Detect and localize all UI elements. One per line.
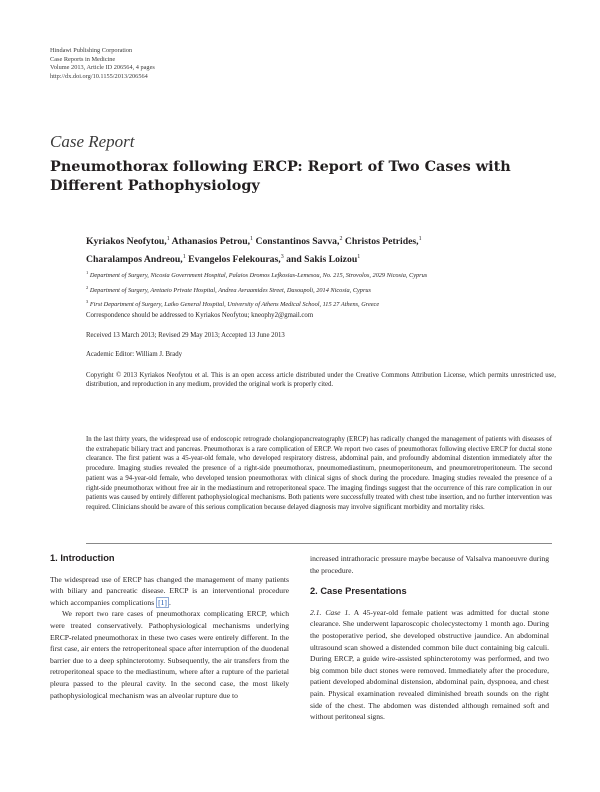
author: Kyriakos Neofytou,$^1$ [86, 236, 170, 248]
affiliation: $^1$ Department of Surgery, Nicosia Government Hospital, Palaios Dromos Lefkosias-Lemesou, No. 215, Strovolos, 2029 Nicosia, Cyprus [86, 270, 428, 280]
right-column [310, 553, 549, 723]
article-type: Case Report [50, 132, 135, 151]
introduction-heading: 1. Introduction [50, 553, 115, 563]
correspondence: Correspondence should be addressed to Kyriakos Neofytou; kneophy2@gmail.com [86, 312, 314, 319]
left-column [50, 553, 289, 701]
author: Charalampos Andreou,$^1$ [86, 253, 186, 265]
citation-link[interactable]: [1] [158, 597, 167, 607]
abstract: In the last thirty years, the widespread use of endoscopic retrograde cholangiopancreatography (ERCP) has radically changed the management of patients with diseases of the extrahepatic biliary tract and pancreas. Pneumothorax is a rare complication of ERCP. We report two cases of pneumothorax following elective ERCP for ductal stone clearance. The first patient was a 45-year-old female, who developed respiratory distress, abdominal pain, and profoundly abdominal distention immediately after the procedure. Imaging studies revealed the presence of a right-side pneumothorax, pneumomediastinum, pneumoperitoneum, and pneumoretroperitoneum. The second patient was a 94-year-old female, who developed tension pneumothorax with clinical signs of shock during the procedure. Imaging studies revealed the presence of a right-side pneumothorax without free air in the mediastinum and retroperitoneal space. The imaging findings suggest that the occurrence of this rare complication in our patients was caused by entirely different pathophysiological mechanisms. Both patients were successfully treated with chest tube insertion, and no further intervention was required. Clinicians should be aware of this serious complication because delayed diagnosis may involve significant morbidity and mortality risks. [86, 436, 552, 511]
author: Athanasios Petrou,$^1$ [171, 236, 254, 248]
doi-link[interactable]: http://dx.doi.org/10.1155/2013/206564 [50, 72, 148, 80]
affiliations [86, 267, 556, 311]
journal-name: Case Reports in Medicine [50, 55, 116, 63]
author: Evangelos Felekouras,$^3$ [188, 253, 284, 265]
article-title: Pneumothorax following ERCP: Report of Two Cases with Different Pathophysiology [50, 158, 511, 194]
academic-editor: Academic Editor: William J. Brady [86, 351, 183, 358]
section-divider [86, 543, 552, 544]
intro-paragraph: We report two rare cases of pneumothorax complicating ERCP, which were treated conservatively. Pathophysiological mechanisms underlying ERCP-related pneumothorax in these two cases were entirely different. In the first case, air enters the retroperitoneal space after interruption of the duodenal barrier due to a deep sphincterotomy. Subsequently, the air transfers from the retroperitoneal space to the mediastinum, where after a rupture of the parietal pleura passed to the pleural cavity. In the second case, the most likely pathophysiological mechanism was an alveolar rupture due to [50, 609, 289, 700]
affiliation: $^3$ First Department of Surgery, Laiko General Hospital, University of Athens Medical School, 115 27 Athens, Greece [86, 299, 380, 309]
case-1-paragraph: 2.1. Case 1. A 45-year-old female patient was admitted for ductal stone clearance. She underwent laparoscopic cholecystectomy 1 month ago. During the postoperative period, she developed obstructive jaundice. An abdominal ultrasound scan showed a distended common bile duct containing big calculi. During ERCP, a guide wire-assisted sphincterotomy was performed, and two big common bile duct stones were removed. Immediately after the procedure, patient developed abdominal distension, abdominal pain, dyspnoea, and chest pain. Physical examination revealed diminished breath sounds on the right side of the chest. The abdomen was distended although remained soft and without peritoneal signs. [310, 607, 549, 722]
author: Christos Petrides,$^1$ [344, 236, 422, 248]
article-dates: Received 13 March 2013; Revised 29 May 2013; Accepted 13 June 2013 [86, 332, 285, 339]
publisher-name: Hindawi Publishing Corporation [50, 47, 133, 54]
case-1-lead: 2.1. Case 1. [310, 607, 351, 617]
author-list [86, 232, 556, 267]
journal-header [50, 47, 155, 81]
volume-info: Volume 2013, Article ID 206564, 4 pages [50, 64, 155, 72]
copyright-notice: Copyright © 2013 Kyriakos Neofytou et al. This is an open access article distributed under the Creative Commons Attribution License, which permits unrestricted use, distribution, and reproduction in any medium, provided the original work is properly cited. [86, 372, 556, 388]
affiliation: $^2$ Department of Surgery, Aretaeio Private Hospital, Andrea Avraamides Street, Dasoupoli, 2014 Nicosia, Cyprus [86, 284, 372, 294]
case-presentations-heading: 2. Case Presentations [310, 586, 407, 597]
author: and Sakis Loizou$^1$ [286, 253, 361, 265]
intro-paragraph: The widespread use of ERCP has changed the management of many patients with biliary and pancreatic disease. ERCP is an interventional procedure which accompanies complications [1] . [50, 574, 289, 607]
intro-continuation: increased intrathoracic pressure maybe because of Valsalva manoeuvre during the procedure. [310, 554, 549, 575]
author: Constantinos Savva,$^2$ [255, 236, 343, 248]
